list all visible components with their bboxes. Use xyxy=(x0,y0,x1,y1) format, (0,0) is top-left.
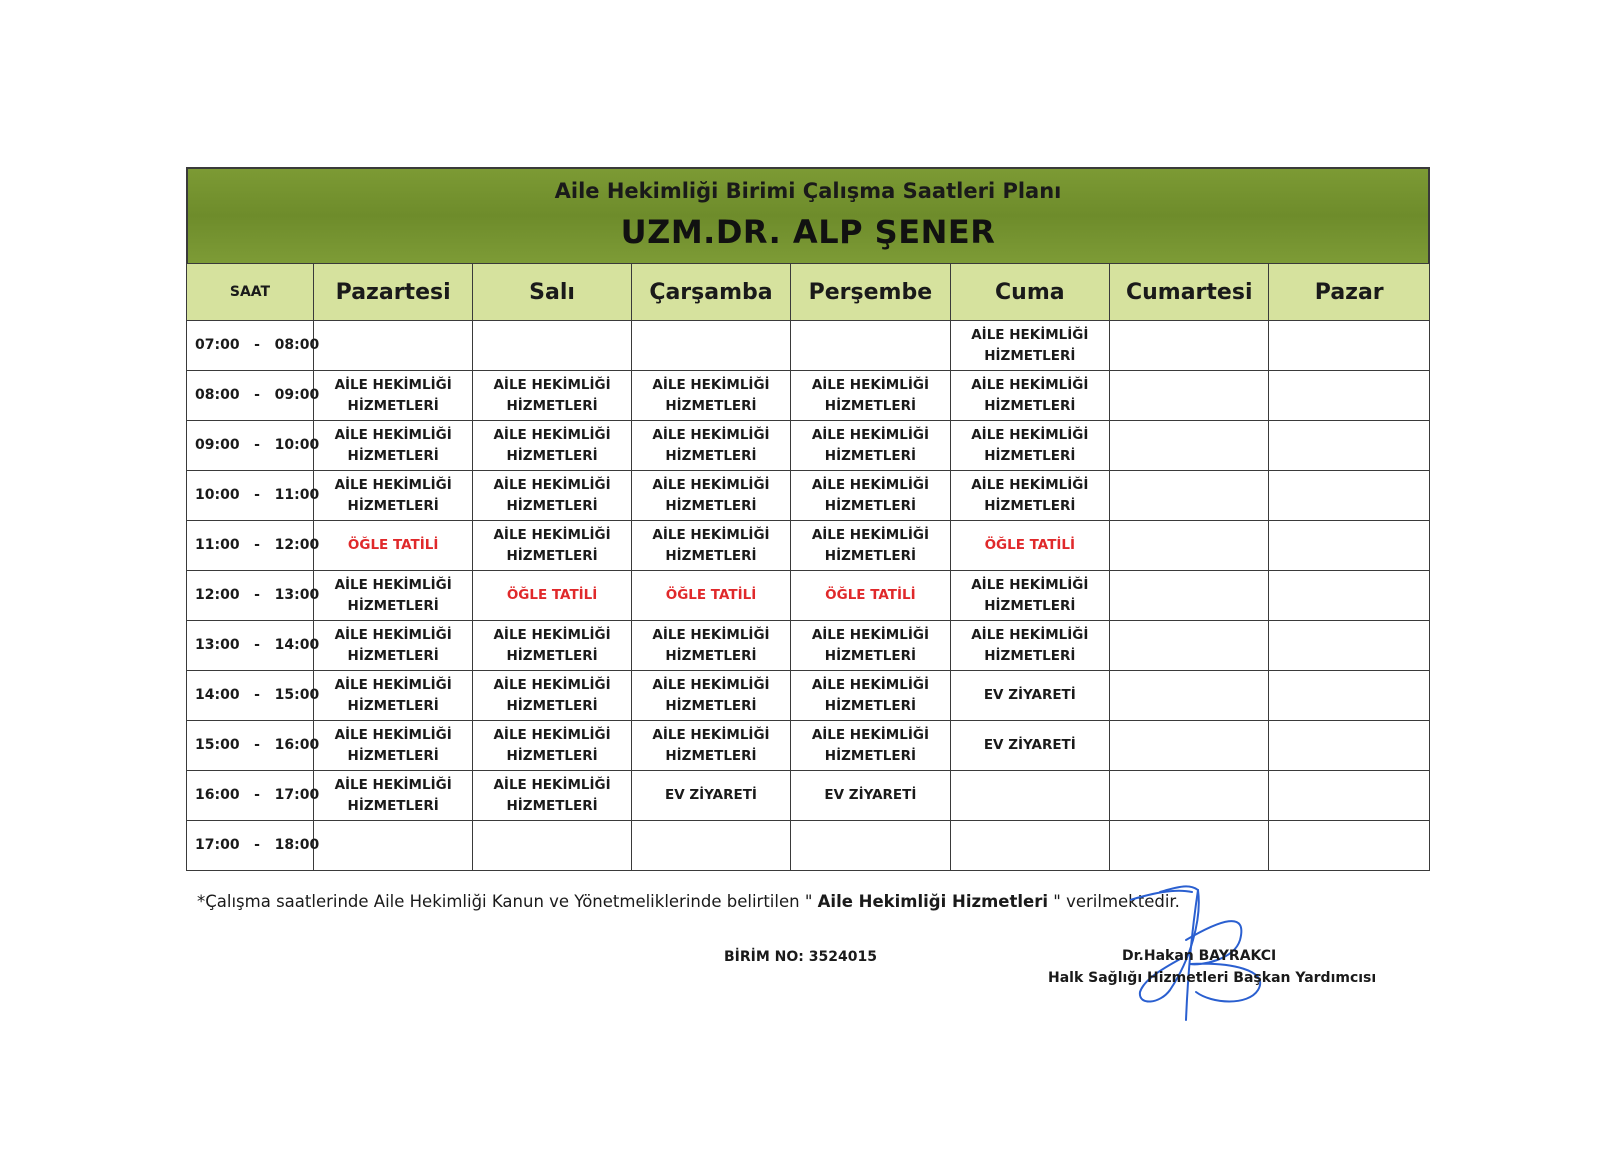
schedule-cell: AİLE HEKİMLİĞİ HİZMETLERİ xyxy=(473,371,631,421)
schedule-cell xyxy=(1110,471,1269,521)
schedule-cell: AİLE HEKİMLİĞİ HİZMETLERİ xyxy=(631,371,790,421)
schedule-cell xyxy=(1269,321,1430,371)
schedule-cell xyxy=(1269,471,1430,521)
table-row xyxy=(187,771,1430,821)
schedule-cell: AİLE HEKİMLİĞİ HİZMETLERİ xyxy=(473,471,631,521)
schedule-cell xyxy=(1110,821,1269,871)
footnote-text-start: *Çalışma saatlerinde Aile Hekimliği Kanun ve Yönetmeliklerinde belirtilen " xyxy=(197,892,818,911)
schedule-cell xyxy=(313,821,472,871)
schedule-cell: AİLE HEKİMLİĞİ HİZMETLERİ xyxy=(791,621,950,671)
schedule-cell xyxy=(1110,671,1269,721)
schedule-cell: AİLE HEKİMLİĞİ HİZMETLERİ xyxy=(473,421,631,471)
schedule-cell: AİLE HEKİMLİĞİ HİZMETLERİ xyxy=(313,771,472,821)
schedule-cell xyxy=(1269,371,1430,421)
column-header-cuma: Cuma xyxy=(950,264,1109,321)
table-row xyxy=(187,721,1430,771)
column-header-pazartesi: Pazartesi xyxy=(313,264,472,321)
column-header-persembe: Perşembe xyxy=(791,264,950,321)
schedule-cell: AİLE HEKİMLİĞİ HİZMETLERİ xyxy=(631,521,790,571)
unit-number: BİRİM NO: 3524015 xyxy=(724,949,877,965)
schedule-cell xyxy=(473,321,631,371)
schedule-cell: AİLE HEKİMLİĞİ HİZMETLERİ xyxy=(950,371,1109,421)
schedule-cell: AİLE HEKİMLİĞİ HİZMETLERİ xyxy=(791,471,950,521)
schedule-cell xyxy=(1269,421,1430,471)
schedule-cell xyxy=(1269,721,1430,771)
time-slot: 08:00 - 09:00 xyxy=(187,371,314,421)
schedule-cell: AİLE HEKİMLİĞİ HİZMETLERİ xyxy=(313,571,472,621)
schedule-cell xyxy=(950,771,1109,821)
table-row xyxy=(187,671,1430,721)
schedule-cell: AİLE HEKİMLİĞİ HİZMETLERİ xyxy=(313,421,472,471)
signatory-name: Dr.Hakan BAYRAKCI xyxy=(1122,948,1277,964)
schedule-cell: AİLE HEKİMLİĞİ HİZMETLERİ xyxy=(950,471,1109,521)
schedule-cell: AİLE HEKİMLİĞİ HİZMETLERİ xyxy=(950,571,1109,621)
table-row xyxy=(187,371,1430,421)
schedule-cell: AİLE HEKİMLİĞİ HİZMETLERİ xyxy=(631,621,790,671)
schedule-cell xyxy=(473,821,631,871)
schedule-cell: AİLE HEKİMLİĞİ HİZMETLERİ xyxy=(791,371,950,421)
schedule-cell: AİLE HEKİMLİĞİ HİZMETLERİ xyxy=(313,671,472,721)
schedule-cell xyxy=(791,321,950,371)
schedule-cell xyxy=(1269,571,1430,621)
schedule-cell: AİLE HEKİMLİĞİ HİZMETLERİ xyxy=(791,671,950,721)
table-row xyxy=(187,521,1430,571)
schedule-cell: AİLE HEKİMLİĞİ HİZMETLERİ xyxy=(791,421,950,471)
schedule-cell: AİLE HEKİMLİĞİ HİZMETLERİ xyxy=(473,521,631,571)
schedule-cell: EV ZİYARETİ xyxy=(950,721,1109,771)
schedule-cell xyxy=(1269,771,1430,821)
schedule-cell xyxy=(1110,371,1269,421)
schedule-cell: EV ZİYARETİ xyxy=(631,771,790,821)
column-header-sali: Salı xyxy=(473,264,631,321)
schedule-cell xyxy=(1110,721,1269,771)
table-row xyxy=(187,421,1430,471)
schedule-cell xyxy=(1269,671,1430,721)
footnote-emphasis: Aile Hekimliği Hizmetleri xyxy=(817,892,1048,911)
table-row xyxy=(187,321,1430,371)
schedule-cell: AİLE HEKİMLİĞİ HİZMETLERİ xyxy=(473,721,631,771)
table-row xyxy=(187,471,1430,521)
time-slot: 17:00 - 18:00 xyxy=(187,821,314,871)
time-slot: 14:00 - 15:00 xyxy=(187,671,314,721)
schedule-table xyxy=(186,263,1430,871)
time-slot: 15:00 - 16:00 xyxy=(187,721,314,771)
schedule-cell xyxy=(1110,621,1269,671)
schedule-cell: ÖĞLE TATİLİ xyxy=(791,571,950,621)
schedule-cell: AİLE HEKİMLİĞİ HİZMETLERİ xyxy=(950,421,1109,471)
footnote xyxy=(197,892,1180,911)
time-slot: 12:00 - 13:00 xyxy=(187,571,314,621)
table-row xyxy=(187,821,1430,871)
schedule-cell: AİLE HEKİMLİĞİ HİZMETLERİ xyxy=(631,721,790,771)
time-slot: 13:00 - 14:00 xyxy=(187,621,314,671)
schedule-cell: AİLE HEKİMLİĞİ HİZMETLERİ xyxy=(473,771,631,821)
schedule-cell xyxy=(631,321,790,371)
schedule-cell: AİLE HEKİMLİĞİ HİZMETLERİ xyxy=(473,621,631,671)
schedule-cell: AİLE HEKİMLİĞİ HİZMETLERİ xyxy=(313,621,472,671)
schedule-cell xyxy=(1110,421,1269,471)
schedule-cell: ÖĞLE TATİLİ xyxy=(631,571,790,621)
doctor-name: UZM.DR. ALP ŞENER xyxy=(620,213,996,251)
schedule-cell xyxy=(1269,521,1430,571)
schedule-cell xyxy=(1269,821,1430,871)
column-header-cumartesi: Cumartesi xyxy=(1110,264,1269,321)
schedule-cell: AİLE HEKİMLİĞİ HİZMETLERİ xyxy=(313,471,472,521)
schedule-cell xyxy=(313,321,472,371)
schedule-cell: AİLE HEKİMLİĞİ HİZMETLERİ xyxy=(313,371,472,421)
signatory-role: Halk Sağlığı Hizmetleri Başkan Yardımcısı xyxy=(1048,970,1377,986)
schedule-cell: ÖĞLE TATİLİ xyxy=(950,521,1109,571)
schedule-cell: AİLE HEKİMLİĞİ HİZMETLERİ xyxy=(950,621,1109,671)
schedule-cell: AİLE HEKİMLİĞİ HİZMETLERİ xyxy=(791,521,950,571)
schedule-cell: AİLE HEKİMLİĞİ HİZMETLERİ xyxy=(631,421,790,471)
column-header-saat: SAAT xyxy=(187,264,314,321)
column-header-pazar: Pazar xyxy=(1269,264,1430,321)
time-slot: 11:00 - 12:00 xyxy=(187,521,314,571)
schedule-cell xyxy=(1110,571,1269,621)
schedule-cell: AİLE HEKİMLİĞİ HİZMETLERİ xyxy=(791,721,950,771)
schedule-cell: AİLE HEKİMLİĞİ HİZMETLERİ xyxy=(631,671,790,721)
plan-title: Aile Hekimliği Birimi Çalışma Saatleri Planı xyxy=(554,179,1062,203)
schedule-cell: ÖĞLE TATİLİ xyxy=(473,571,631,621)
schedule-body xyxy=(187,321,1430,871)
footnote-text-end: " verilmektedir. xyxy=(1048,892,1180,911)
schedule-cell: EV ZİYARETİ xyxy=(791,771,950,821)
table-row xyxy=(187,571,1430,621)
schedule-cell xyxy=(1110,771,1269,821)
header-row xyxy=(187,264,1430,321)
time-slot: 09:00 - 10:00 xyxy=(187,421,314,471)
title-banner xyxy=(186,167,1430,263)
time-slot: 10:00 - 11:00 xyxy=(187,471,314,521)
schedule-sheet xyxy=(186,167,1430,871)
time-slot: 07:00 - 08:00 xyxy=(187,321,314,371)
schedule-cell: AİLE HEKİMLİĞİ HİZMETLERİ xyxy=(313,721,472,771)
table-row xyxy=(187,621,1430,671)
schedule-cell xyxy=(791,821,950,871)
schedule-cell xyxy=(1110,521,1269,571)
schedule-cell xyxy=(950,821,1109,871)
schedule-cell xyxy=(1269,621,1430,671)
schedule-cell: AİLE HEKİMLİĞİ HİZMETLERİ xyxy=(950,321,1109,371)
schedule-cell: EV ZİYARETİ xyxy=(950,671,1109,721)
schedule-cell: AİLE HEKİMLİĞİ HİZMETLERİ xyxy=(473,671,631,721)
schedule-cell xyxy=(631,821,790,871)
schedule-cell xyxy=(1110,321,1269,371)
schedule-cell: AİLE HEKİMLİĞİ HİZMETLERİ xyxy=(631,471,790,521)
column-header-carsamba: Çarşamba xyxy=(631,264,790,321)
schedule-cell: ÖĞLE TATİLİ xyxy=(313,521,472,571)
time-slot: 16:00 - 17:00 xyxy=(187,771,314,821)
